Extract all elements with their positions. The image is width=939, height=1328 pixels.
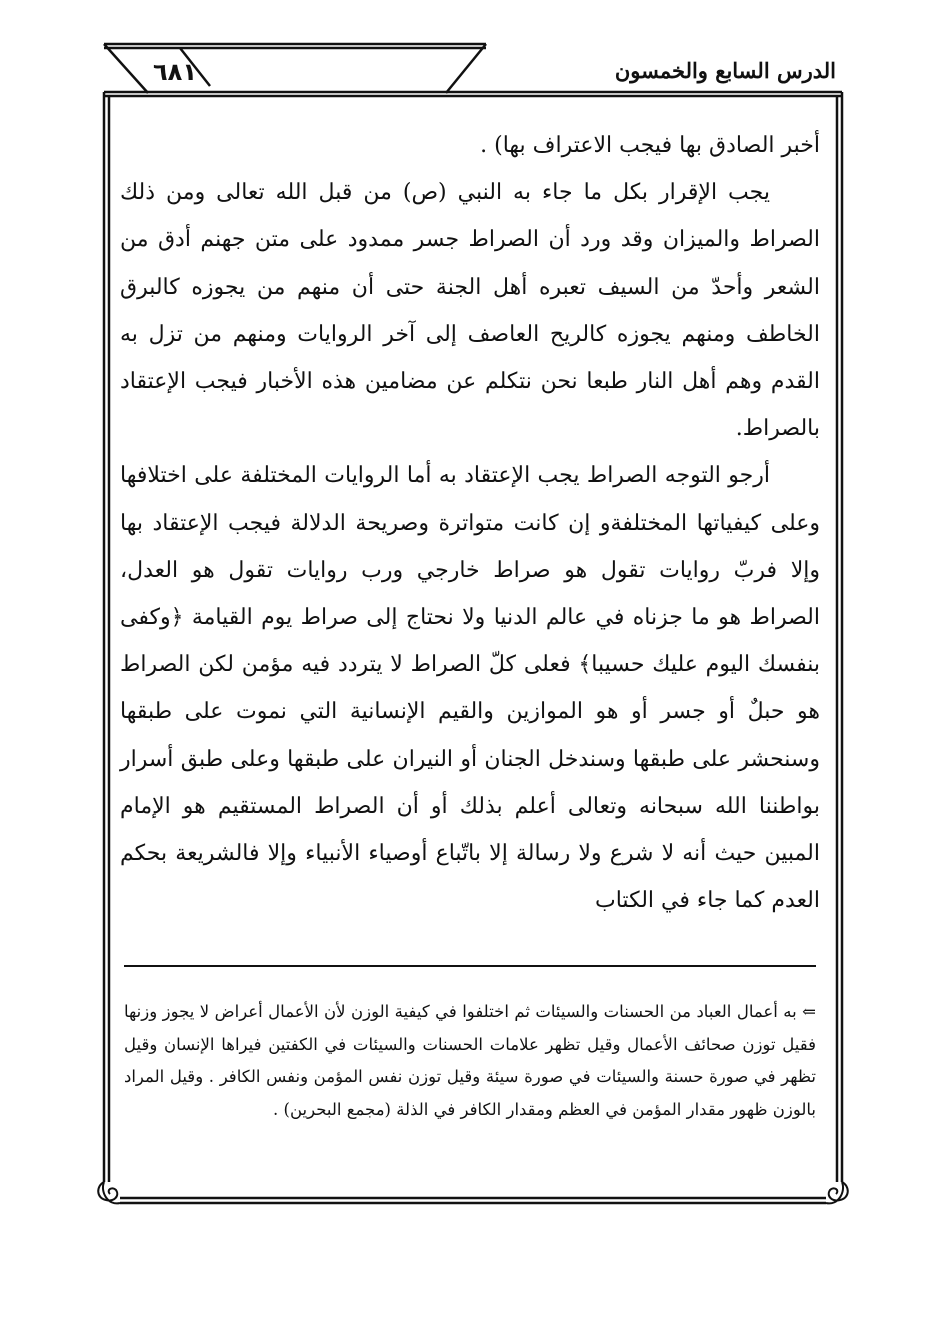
corner-ornament-right <box>826 1182 848 1203</box>
body-paragraph: أرجو التوجه الصراط يجب الإعتقاد به أما الروايات المختلفة على اختلافها وعلى كيفياتها المختلفةو إن كانت متواترة وصريحة الدلالة فيجب الإعتقاد بها وإلا فربّ روايات تقول هو صراط خارجي ورب روايات تقول هو العدل، الصراط هو ما جزناه في عالم الدنيا ولا نحتاج إلى صراط يوم القيامة ﴿وكفى بنفسك اليوم عليك حسيبا﴾ فعلى كلّ الصراط لا يتردد فيه مؤمن لكن الصراط هو حبلٌ أو جسر أو هو الموازين والقيم الإنسانية التي نموت على طبقها وسنحشر على طبقها وسندخل الجنان أو النيران على طبقها وعلى طبق أسرار بواطننا الله سبحانه وتعالى أعلم بذلك أو أن الصراط المستقيم هو الإمام المبين حيث أنه لا شرع ولا رسالة إلا باتّباع أوصياء الأنبياء وإلا فالشريعة بحكم العدم كما جاء في الكتاب <box>120 463 820 914</box>
body-paragraph: يجب الإقرار بكل ما جاء به النبي (ص) من قبل الله تعالى ومن ذلك الصراط والميزان وقد ورد أن الصراط جسر ممدود على متن جهنم أدق من الشعر وأحدّ من السيف تعبره أهل الجنة حتى أن منهم من يجوزه كالبرق الخاطف ومنهم يجوزه كالريح العاصف إلى آخر الروايات ومنهم من تزل به القدم وهم أهل النار طبعا نحن نتكلم عن مضامين هذه الأخبار فيجب الإعتقاد بالصراط. <box>120 180 820 442</box>
body-paragraph: أخبر الصادق بها فيجب الاعتراف بها) . <box>480 133 820 158</box>
main-text <box>120 122 820 924</box>
running-title: الدرس السابع والخمسون <box>614 58 836 83</box>
footnote-separator <box>124 965 816 967</box>
page-number: ٦٨١ <box>153 58 197 86</box>
footnote <box>124 996 816 1126</box>
corner-ornament-left <box>98 1182 120 1203</box>
footnote-text: ⇐ به أعمال العباد من الحسنات والسيئات ثم اختلفوا في كيفية الوزن لأن الأعمال أعراض لا يجوز وزنها فقيل توزن صحائف الأعمال وقيل تظهر علامات الحسنات والسيئات في الكفتين فيراها الإنسان وقيل تظهر في صورة حسنة والسيئات في صورة سيئة وقيل توزن نفس المؤمن ونفس الكافر . وقيل المراد بالوزن ظهور مقدار المؤمن في العظم ومقدار الكافر في الذلة (مجمع البحرين) . <box>124 1002 816 1119</box>
